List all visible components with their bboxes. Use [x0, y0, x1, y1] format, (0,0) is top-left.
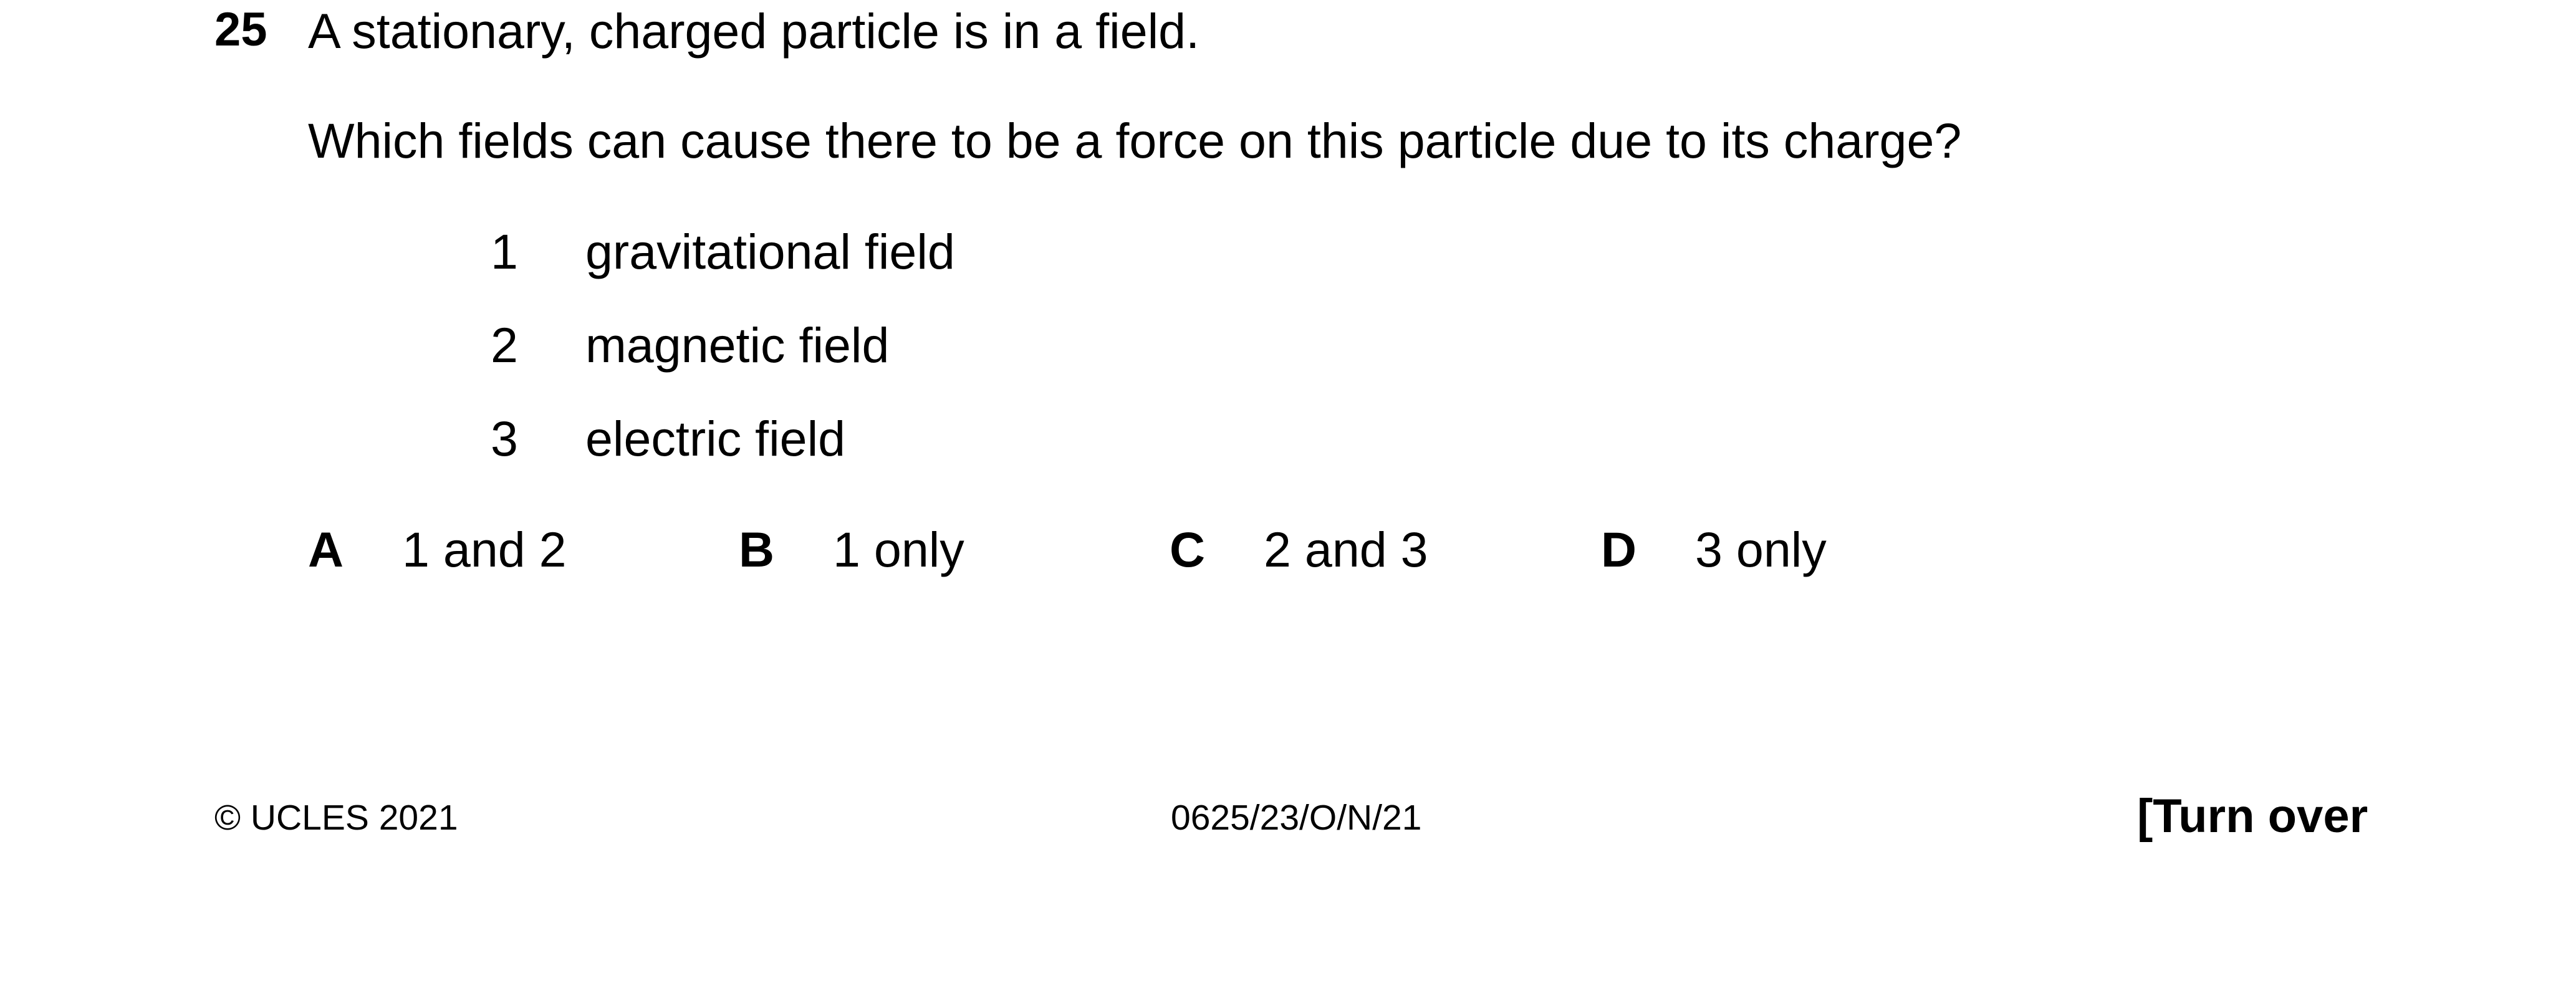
statement-number: 3: [491, 411, 518, 466]
statement-number: 2: [491, 317, 518, 373]
option-a-text: 1 and 2: [402, 522, 567, 577]
question-stem: A stationary, charged particle is in a field.: [308, 3, 1200, 59]
option-d-letter: D: [1601, 522, 1637, 577]
turn-over-label: [Turn over: [2137, 790, 2368, 843]
question-prompt: Which fields can cause there to be a force on this particle due to its charge?: [308, 113, 1962, 168]
copyright-notice: © UCLES 2021: [214, 798, 458, 838]
option-d-text: 3 only: [1695, 522, 1827, 577]
statement-number: 1: [491, 224, 518, 279]
statement-text: magnetic field: [585, 317, 890, 373]
statement-text: gravitational field: [585, 224, 955, 279]
question-number: 25: [214, 3, 267, 56]
option-c-text: 2 and 3: [1264, 522, 1428, 577]
statement-text: electric field: [585, 411, 846, 466]
option-a-letter: A: [308, 522, 344, 577]
option-c-letter: C: [1170, 522, 1206, 577]
option-b-letter: B: [739, 522, 775, 577]
option-b-text: 1 only: [833, 522, 964, 577]
paper-code: 0625/23/O/N/21: [1171, 798, 1422, 838]
